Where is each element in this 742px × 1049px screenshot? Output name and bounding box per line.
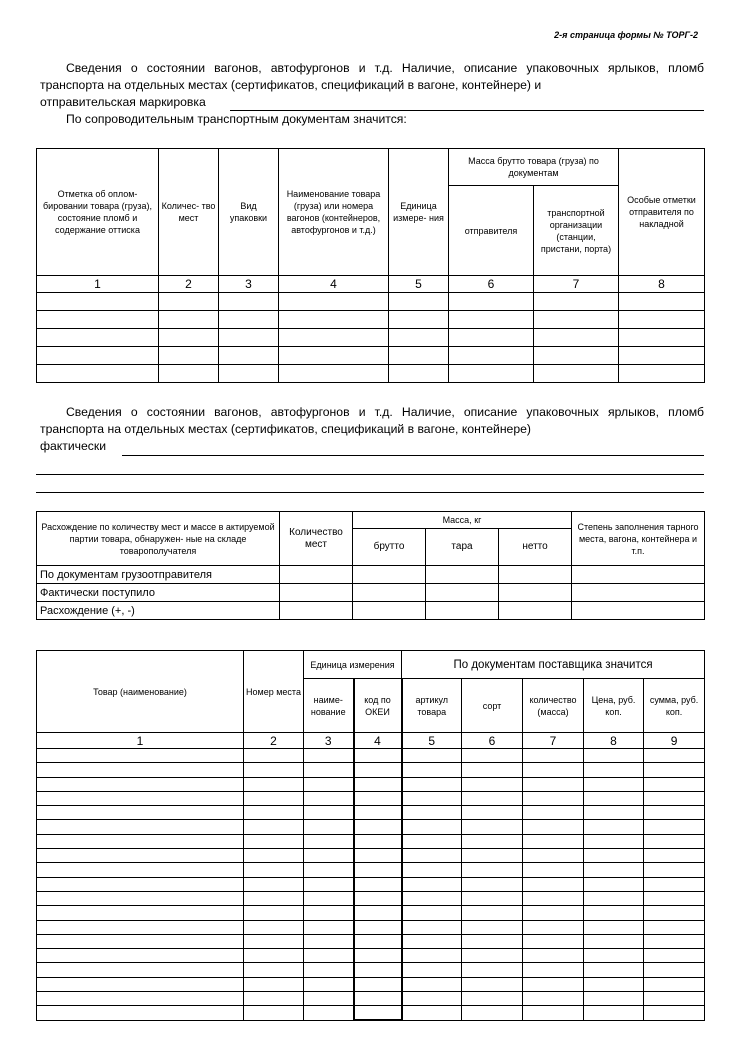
t3-header-okei: код по ОКЕИ xyxy=(354,679,402,733)
t1-header-transport-org: транспортной организации (станции, пристани, порта) xyxy=(534,186,619,276)
t2-row-label: Расхождение (+, -) xyxy=(37,602,280,620)
t3-num: 8 xyxy=(584,733,644,749)
okei-code-cell[interactable] xyxy=(354,934,402,948)
section2-line2: транспорта на отдельных местах (сертификатов, спецификаций в вагоне, контейнере) xyxy=(40,422,531,436)
t1-num: 8 xyxy=(619,276,705,293)
supplier-goods-table xyxy=(36,650,705,1021)
marking-fill-line[interactable] xyxy=(230,110,704,111)
t1-header-seal: Отметка об оплом- бировании товара (груза), состояние пломб и содержание оттиска xyxy=(37,149,159,276)
table-row xyxy=(37,806,705,820)
section1-line4: По сопроводительным транспортным документам значится: xyxy=(66,112,407,126)
t3-num: 4 xyxy=(354,733,402,749)
table-row xyxy=(37,877,705,891)
t3-num: 7 xyxy=(523,733,584,749)
section1-line3: отправительская маркировка xyxy=(40,95,206,109)
t2-header-gross: брутто xyxy=(353,529,426,566)
okei-code-cell[interactable] xyxy=(354,777,402,791)
actual-fill-line-1[interactable] xyxy=(122,455,704,456)
table-row xyxy=(37,566,705,584)
t3-header-unit-name: наиме- нование xyxy=(304,679,354,733)
table-row xyxy=(37,777,705,791)
discrepancy-table xyxy=(36,511,705,620)
okei-code-cell[interactable] xyxy=(354,749,402,763)
t3-header-supplier-group: По документам поставщика значится xyxy=(402,651,705,679)
table-row xyxy=(37,891,705,905)
section1-text xyxy=(40,60,704,128)
table-row xyxy=(37,347,705,365)
okei-code-cell[interactable] xyxy=(354,977,402,991)
t3-num: 2 xyxy=(244,733,304,749)
table-row xyxy=(37,602,705,620)
okei-code-cell[interactable] xyxy=(354,877,402,891)
t3-header-sum: сумма, руб. коп. xyxy=(644,679,705,733)
table-row xyxy=(37,763,705,777)
t1-num: 2 xyxy=(159,276,219,293)
section2-line1: Сведения о состоянии вагонов, автофургонов и т.д. Наличие, описание упаковочных ярлыков, пломб xyxy=(66,405,704,419)
t3-header-goods: Товар (наименование) xyxy=(37,651,244,733)
okei-code-cell[interactable] xyxy=(354,820,402,834)
section1-line2: транспорта на отдельных местах (сертификатов, спецификаций в вагоне, контейнере) и xyxy=(40,78,542,92)
t1-header-unit: Единица измере- ния xyxy=(389,149,449,276)
t1-num: 6 xyxy=(449,276,534,293)
okei-code-cell[interactable] xyxy=(354,849,402,863)
table-row xyxy=(37,992,705,1006)
t3-num: 5 xyxy=(402,733,462,749)
okei-code-cell[interactable] xyxy=(354,920,402,934)
t1-num: 3 xyxy=(219,276,279,293)
t1-num: 4 xyxy=(279,276,389,293)
table-row xyxy=(37,293,705,311)
okei-code-cell[interactable] xyxy=(354,834,402,848)
t1-num: 7 xyxy=(534,276,619,293)
table-row xyxy=(37,949,705,963)
table-row xyxy=(37,365,705,383)
table-row xyxy=(37,820,705,834)
t3-header-unit-group: Единица измерения xyxy=(304,651,402,679)
okei-code-cell[interactable] xyxy=(354,863,402,877)
section2-line3: фактически xyxy=(40,439,107,453)
t2-header-places: Количество мест xyxy=(280,512,353,566)
section1-line1: Сведения о состоянии вагонов, автофургонов и т.д. Наличие, описание упаковочных ярлыков, пломб xyxy=(66,61,704,75)
table-row xyxy=(37,834,705,848)
okei-code-cell[interactable] xyxy=(354,891,402,905)
t3-num: 9 xyxy=(644,733,705,749)
t3-header-grade: сорт xyxy=(462,679,523,733)
table-row xyxy=(37,934,705,948)
t3-num: 6 xyxy=(462,733,523,749)
t1-num: 5 xyxy=(389,276,449,293)
section2-text xyxy=(40,404,704,455)
t2-header-net: нетто xyxy=(499,529,572,566)
okei-code-cell[interactable] xyxy=(354,1006,402,1020)
table-row xyxy=(37,977,705,991)
actual-fill-line-3[interactable] xyxy=(36,492,704,493)
t1-number-row xyxy=(37,276,705,293)
t3-header-quantity: количество (масса) xyxy=(523,679,584,733)
table-row xyxy=(37,791,705,805)
t1-header-sender: отправителя xyxy=(449,186,534,276)
t1-header-mass-group: Масса брутто товара (груза) по документам xyxy=(449,149,619,186)
t3-num: 1 xyxy=(37,733,244,749)
t1-header-notes: Особые отметки отправителя по накладной xyxy=(619,149,705,276)
okei-code-cell[interactable] xyxy=(354,992,402,1006)
t1-header-places: Количес- тво мест xyxy=(159,149,219,276)
okei-code-cell[interactable] xyxy=(354,906,402,920)
table-row xyxy=(37,920,705,934)
table-row xyxy=(37,863,705,877)
form-title: 2-я страница формы № ТОРГ-2 xyxy=(554,30,698,40)
t2-row-label: Фактически поступило xyxy=(37,584,280,602)
t3-num: 3 xyxy=(304,733,354,749)
t2-header-tare: тара xyxy=(426,529,499,566)
okei-code-cell[interactable] xyxy=(354,763,402,777)
actual-fill-line-2[interactable] xyxy=(36,474,704,475)
t3-header-place-number: Номер места xyxy=(244,651,304,733)
okei-code-cell[interactable] xyxy=(354,791,402,805)
transport-docs-table xyxy=(36,148,705,383)
table-row xyxy=(37,584,705,602)
t3-number-row xyxy=(37,733,705,749)
okei-code-cell[interactable] xyxy=(354,949,402,963)
table-row xyxy=(37,329,705,347)
table-row xyxy=(37,1006,705,1020)
okei-code-cell[interactable] xyxy=(354,963,402,977)
t2-header-fill-degree: Степень заполнения тарного места, вагона, контейнера и т.п. xyxy=(572,512,705,566)
table-row xyxy=(37,849,705,863)
t2-header-mass-group: Масса, кг xyxy=(353,512,572,529)
table-row xyxy=(37,906,705,920)
t1-header-goods: Наименование товара (груза) или номера вагонов (контейнеров, автофургонов и т.д.) xyxy=(279,149,389,276)
t3-header-article: артикул товара xyxy=(402,679,462,733)
table-row xyxy=(37,749,705,763)
okei-code-cell[interactable] xyxy=(354,806,402,820)
t2-row-label: По документам грузоотправителя xyxy=(37,566,280,584)
table-row xyxy=(37,963,705,977)
table-row xyxy=(37,311,705,329)
t1-num: 1 xyxy=(37,276,159,293)
t3-header-price: Цена, руб. коп. xyxy=(584,679,644,733)
t2-header-discrepancy: Расхождение по количеству мест и массе в актируемой партии товара, обнаружен- ные на складе товарополучателя xyxy=(37,512,280,566)
t1-header-package: Вид упаковки xyxy=(219,149,279,276)
